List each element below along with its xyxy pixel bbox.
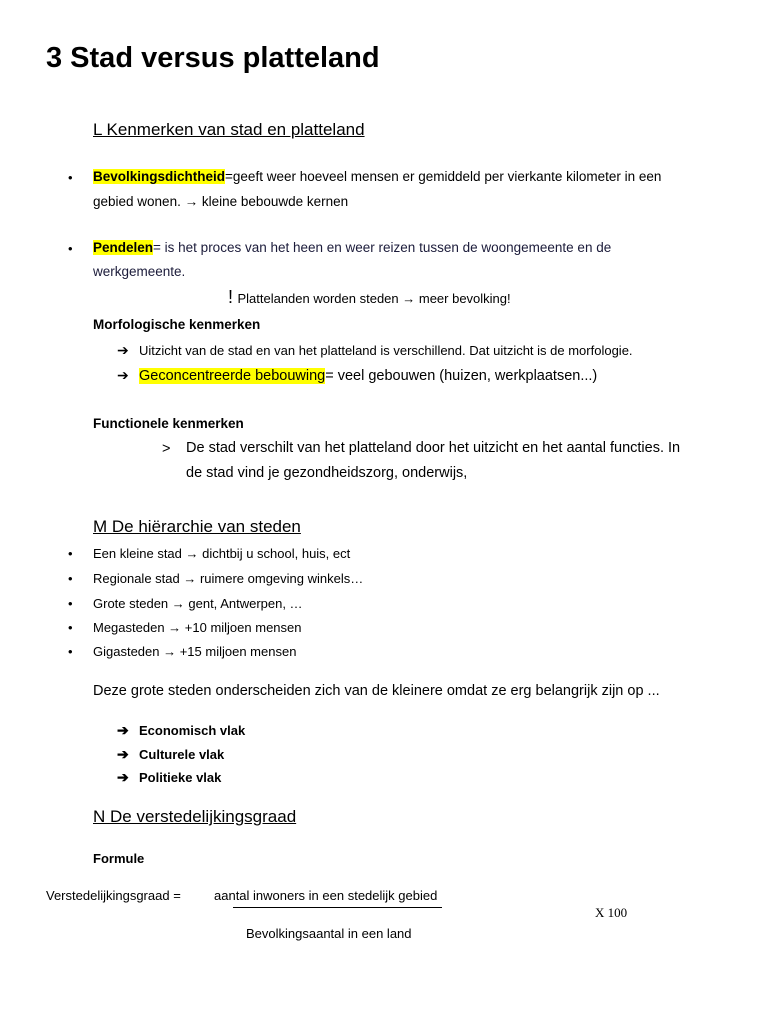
list-item: Gigasteden → +15 miljoen mensen: [93, 644, 297, 659]
pendelen-line1: [93, 240, 611, 255]
section-heading-l: L Kenmerken van stad en platteland: [93, 120, 365, 139]
bullet: •: [68, 644, 73, 659]
bevolkingsdichtheid-line1: [93, 169, 661, 184]
bullet: •: [68, 571, 73, 586]
arrow-icon: ➔: [117, 342, 129, 358]
list-item: Regionale stad → ruimere omgeving winkels…: [93, 571, 364, 586]
morfologische-heading: Morfologische kenmerken: [93, 317, 261, 332]
exclamation-mark: !: [228, 287, 234, 307]
arrow-icon: ➔: [117, 367, 129, 383]
bullet: •: [68, 170, 73, 185]
functionele-heading: Functionele kenmerken: [93, 416, 244, 431]
bullet: •: [68, 546, 73, 561]
bevolkingsdichtheid-line2: gebied wonen. → kleine bebouwde kernen: [93, 194, 349, 209]
section-heading-m: M De hiërarchie van steden: [93, 517, 301, 536]
bullet: •: [68, 596, 73, 611]
vlak-item: [117, 769, 221, 786]
list-item: Grote steden → gent, Antwerpen, …: [93, 596, 303, 611]
morfologie-line2: [117, 367, 597, 384]
geconcentreerde-text: = veel gebouwen (huizen, werkplaatsen...): [325, 368, 598, 384]
arrow-icon: ➔: [117, 769, 129, 785]
exclamation-note: [228, 287, 511, 308]
grote-steden-text: Deze grote steden onderscheiden zich van de kleinere omdat ze erg belangrijk zijn op ...: [93, 683, 660, 699]
fraction-bar: [233, 907, 442, 908]
bevolkingsdichtheid-text: =geeft weer hoeveel mensen er gemiddeld per vierkante kilometer in een: [225, 169, 662, 184]
vlak-label: Politieke vlak: [139, 770, 222, 785]
vlak-label: Culturele vlak: [139, 747, 225, 762]
term-bevolkingsdichtheid: Bevolkingsdichtheid: [93, 169, 226, 184]
term-pendelen: Pendelen: [93, 240, 154, 255]
morfologie-line1: [117, 342, 633, 359]
list-item: Een kleine stad → dichtbij u school, huis, ect: [93, 546, 351, 561]
pendelen-line2: werkgemeente.: [93, 264, 186, 279]
functionele-line1: De stad verschilt van het platteland door het uitzicht en het aantal functies. In: [186, 440, 681, 456]
vlak-item: [117, 722, 245, 739]
formule-heading: Formule: [93, 851, 145, 866]
pendelen-text: = is het proces van het heen en weer reizen tussen de woongemeente en de: [153, 240, 612, 255]
list-item: Megasteden → +10 miljoen mensen: [93, 620, 302, 635]
functionele-line2: de stad vind je gezondheidszorg, onderwijs,: [186, 465, 468, 481]
page-title: 3 Stad versus platteland: [46, 42, 380, 74]
term-geconcentreerde-bebouwing: Geconcentreerde bebouwing: [139, 368, 326, 384]
formula-multiplier: X 100: [595, 905, 628, 920]
formula-numerator: aantal inwoners in een stedelijk gebied: [214, 888, 438, 903]
bullet: •: [68, 620, 73, 635]
formula-lhs: Verstedelijkingsgraad =: [46, 888, 181, 903]
gt-marker: >: [162, 441, 171, 457]
vlak-label: Economisch vlak: [139, 723, 246, 738]
section-heading-n: N De verstedelijkingsgraad: [93, 807, 297, 826]
arrow-icon: ➔: [117, 746, 129, 762]
exclamation-text: Plattelanden worden steden → meer bevolking!: [237, 291, 511, 306]
vlak-item: [117, 746, 224, 763]
arrow-icon: ➔: [117, 722, 129, 738]
morfologie-text: Uitzicht van de stad en van het platteland is verschillend. Dat uitzicht is de morfologie.: [139, 343, 633, 358]
formula-denominator: Bevolkingsaantal in een land: [246, 926, 412, 941]
bullet: •: [68, 241, 73, 256]
